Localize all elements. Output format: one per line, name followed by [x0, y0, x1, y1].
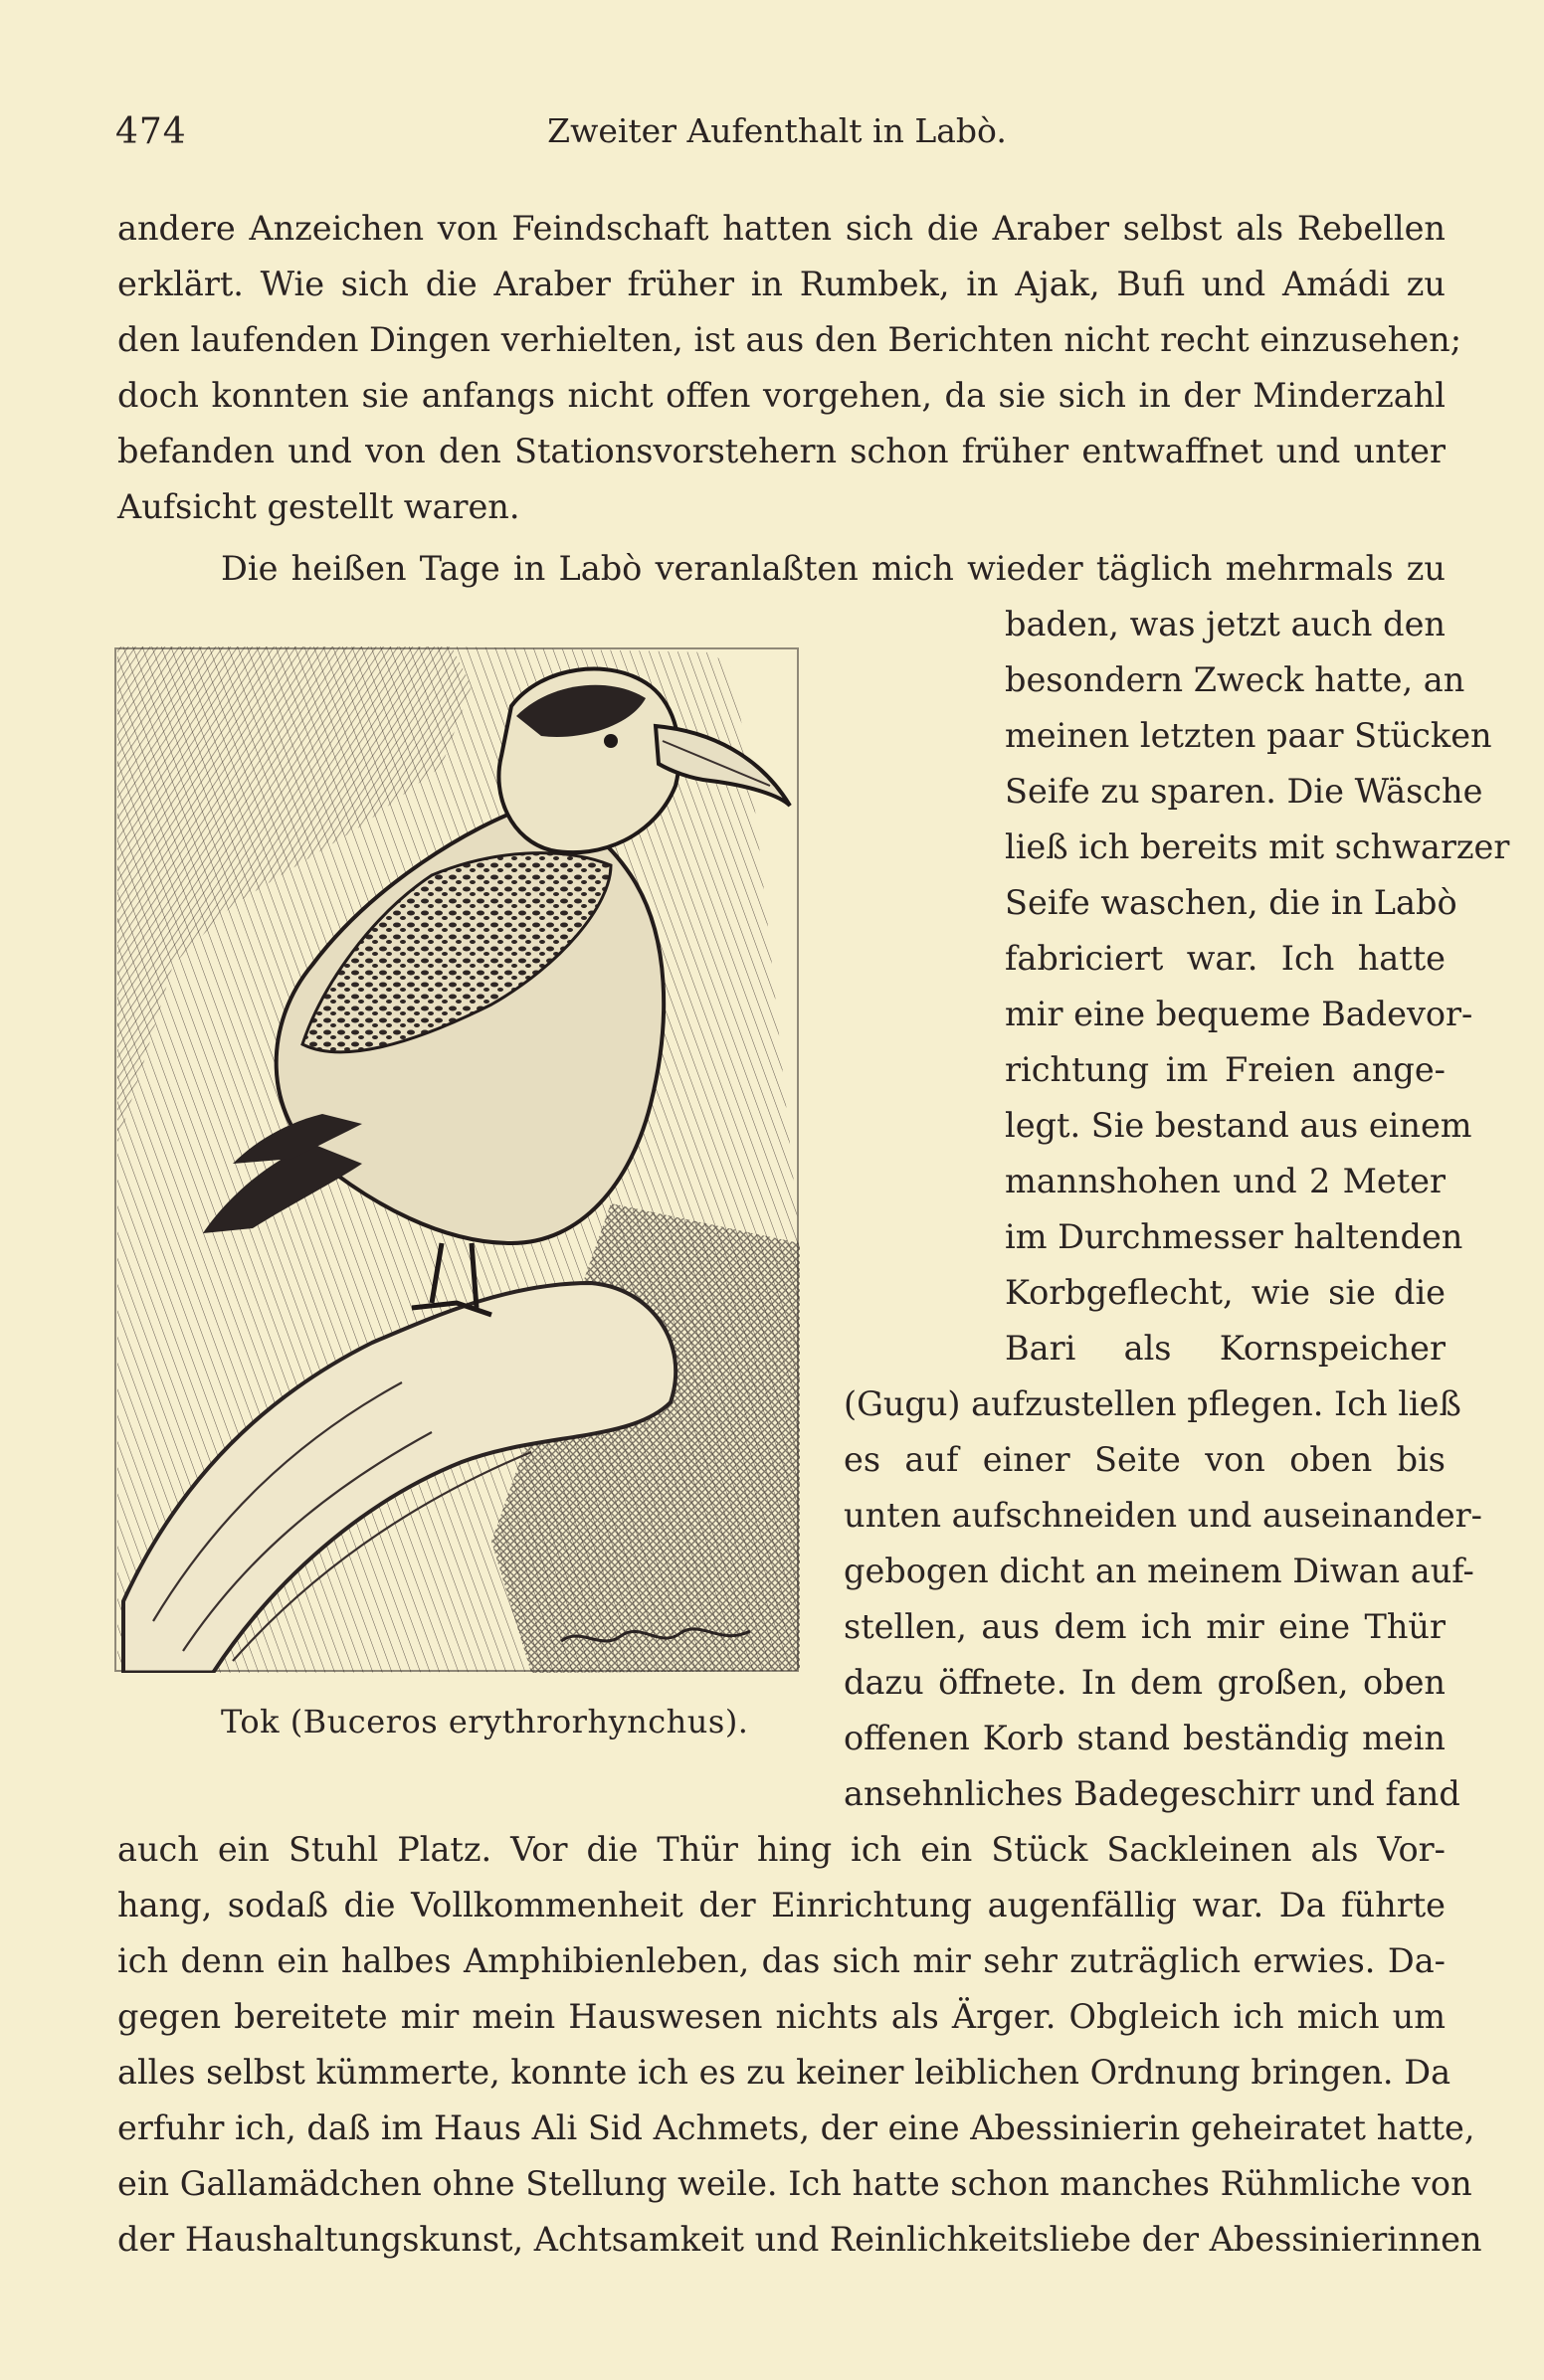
text-line: ich denn ein halbes Amphibienleben, das sich mir sehr zuträglich erwies. Da-: [117, 1941, 1446, 1980]
text-line: gebogen dicht an meinem Diwan auf-: [844, 1552, 1474, 1590]
text-line: hang, sodaß die Vollkommenheit der Einrichtung augenfällig war. Da führte: [117, 1886, 1446, 1924]
text-line: im Durchmesser haltenden: [1005, 1217, 1463, 1256]
text-line: dazu öffnete. In dem großen, oben: [844, 1663, 1446, 1702]
text-line: meinen letzten paar Stücken: [1005, 716, 1492, 755]
text-line: gegen bereitete mir mein Hauswesen nichts als Ärger. Obgleich ich mich um: [117, 1997, 1446, 2036]
text-line: ein Gallamädchen ohne Stellung weile. Ich hatte schon manches Rühmliche von: [117, 2164, 1472, 2203]
text-line: Aufsicht gestellt waren.: [117, 487, 520, 526]
text-line: mannshohen und 2 Meter: [1005, 1162, 1446, 1200]
hornbill-illustration: [113, 646, 800, 1673]
text-line: offenen Korb stand beständig mein: [844, 1719, 1446, 1757]
text-line: (Gugu) aufzustellen pflegen. Ich ließ: [844, 1384, 1461, 1423]
text-line: legt. Sie bestand aus einem: [1005, 1106, 1472, 1145]
text-line: fabriciert war. Ich hatte: [1005, 939, 1446, 978]
paragraph-start-line: Die heißen Tage in Labò veranlaßten mich wieder täglich mehrmals zu: [221, 549, 1446, 588]
text-line: Korbgeflecht, wie sie die: [1005, 1273, 1446, 1312]
text-line: befanden und von den Stationsvorstehern schon früher entwaffnet und unter: [117, 432, 1446, 470]
text-line: Seife waschen, die in Labò: [1005, 883, 1457, 922]
text-line: besondern Zweck hatte, an: [1005, 660, 1465, 699]
running-title: Zweiter Aufenthalt in Labò.: [547, 111, 1007, 150]
text-line: auch ein Stuhl Platz. Vor die Thür hing ich ein Stück Sackleinen als Vor-: [117, 1830, 1446, 1869]
text-line: ansehnliches Badegeschirr und fand: [844, 1774, 1460, 1813]
text-line: ließ ich bereits mit schwarzer: [1005, 827, 1510, 866]
text-line: der Haushaltungskunst, Achtsamkeit und Reinlichkeitsliebe der Abessinierinnen: [117, 2220, 1482, 2259]
text-line: Bari als Kornspeicher: [1005, 1329, 1446, 1368]
text-line: erklärt. Wie sich die Araber früher in Rumbek, in Ajak, Bufi und Amádi zu: [117, 265, 1446, 303]
text-line: baden, was jetzt auch den: [1005, 605, 1446, 643]
text-line: mir eine bequeme Badevor-: [1005, 995, 1473, 1033]
text-line: es auf einer Seite von oben bis: [844, 1440, 1446, 1479]
text-line: den laufenden Dingen verhielten, ist aus den Berichten nicht recht einzusehen;: [117, 320, 1462, 359]
text-line: unten aufschneiden und auseinander-: [844, 1496, 1482, 1535]
text-line: Seife zu sparen. Die Wäsche: [1005, 772, 1483, 811]
text-line: stellen, aus dem ich mir eine Thür: [844, 1607, 1446, 1646]
text-line: alles selbst kümmerte, konnte ich es zu keiner leiblichen Ordnung bringen. Da: [117, 2053, 1451, 2092]
engraving-image: [113, 646, 800, 1673]
text-line: erfuhr ich, daß im Haus Ali Sid Achmets, der eine Abessinierin geheiratet hatte,: [117, 2108, 1475, 2147]
text-line: doch konnten sie anfangs nicht offen vorgehen, da sie sich in der Minderzahl: [117, 376, 1446, 415]
text-line: richtung im Freien ange-: [1005, 1050, 1446, 1089]
text-line: andere Anzeichen von Feindschaft hatten sich die Araber selbst als Rebellen: [117, 209, 1446, 248]
figure-caption: Tok (Buceros erythrorhynchus).: [221, 1703, 749, 1740]
page-header: [115, 111, 1439, 161]
page-number: 474: [115, 111, 187, 152]
